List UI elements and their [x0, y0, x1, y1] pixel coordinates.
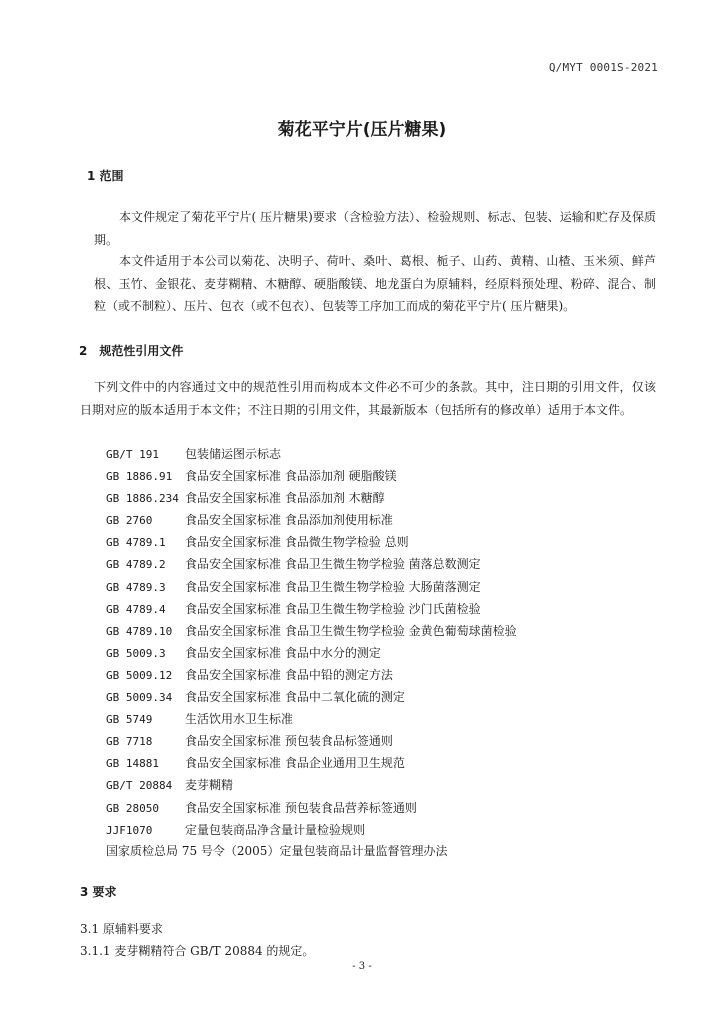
reference-code: JJF1070	[106, 823, 153, 837]
document-code: Q/MYT 0001S-2021	[548, 61, 658, 74]
reference-code: GB 4789.2	[106, 558, 166, 572]
reference-title: 食品安全国家标准 食品企业通用卫生规范	[185, 756, 405, 771]
reference-title: 定量包装商品净含量计量检验规则	[185, 822, 366, 837]
page-number: - 3 -	[352, 961, 372, 972]
reference-item	[106, 819, 517, 841]
reference-code: GB 14881	[106, 757, 159, 771]
reference-item	[106, 487, 517, 509]
reference-title: 食品安全国家标准 食品微生物学检验 总则	[185, 535, 409, 550]
reference-item	[106, 598, 517, 620]
reference-item	[106, 686, 517, 708]
section-1-heading: 1 范围	[87, 169, 124, 183]
reference-item	[106, 774, 517, 796]
reference-item	[106, 642, 517, 664]
reference-code: GB 2760	[106, 514, 153, 528]
reference-list	[106, 443, 517, 841]
reference-code: GB/T 191	[106, 448, 159, 461]
reference-item	[106, 443, 517, 465]
scope-paragraph-2: 本文件适用于本公司以菊花、决明子、荷叶、桑叶、葛根、栀子、山药、黄精、山楂、玉米须、鲜芦根、玉竹、金银花、麦芽糊精、木糖醇、硬脂酸镁、地龙蛋白为原辅料，经原料预处理、粉碎、混合、制粒（或不制粒）、压片、包衣（或不包衣）、包装等工序加工而成的菊花平宁片( 压片糖果)。	[94, 254, 656, 313]
reference-title: 食品安全国家标准 食品卫生微生物学检验 大肠菌落测定	[185, 579, 481, 594]
section-2-heading: 2 规范性引用文件	[79, 344, 184, 358]
reference-code: GB 4789.3	[106, 580, 166, 594]
reference-title: 包装储运图示标志	[185, 447, 282, 461]
reference-item	[106, 730, 517, 752]
reference-code: GB 4789.4	[106, 602, 166, 616]
reference-title: 食品安全国家标准 预包装食品营养标签通则	[185, 800, 417, 815]
reference-code: GB 5009.34	[106, 691, 173, 705]
reference-item	[106, 576, 517, 598]
reference-title: 食品安全国家标准 食品中铅的测定方法	[185, 667, 393, 682]
reference-code: GB/T 20884	[106, 779, 173, 793]
reference-last: 国家质检总局 75 号令（2005）定量包装商品计量监督管理办法	[106, 844, 448, 858]
reference-title: 食品安全国家标准 食品添加剂使用标准	[185, 513, 393, 528]
scope-paragraph-1: 本文件规定了菊花平宁片( 压片糖果)要求（含检验方法）、检验规则、标志、包装、运输和贮存及保质期。	[94, 210, 656, 247]
reference-item	[106, 664, 517, 686]
section-3-heading: 3 要求	[80, 885, 117, 899]
subsection-3-1: 3.1 原辅料要求	[80, 922, 163, 936]
reference-item	[106, 797, 517, 819]
references-intro: 下列文件中的内容通过文中的规范性引用而构成本文件必不可少的条款。其中，注日期的引用文件，仅该日期对应的版本适用于本文件；不注日期的引用文件，其最新版本（包括所有的修改单）适用于本文件。	[80, 380, 656, 417]
reference-item	[106, 553, 517, 575]
reference-title: 食品安全国家标准 食品添加剂 木糖醇	[185, 491, 385, 506]
reference-title: 食品安全国家标准 食品中二氧化硫的测定	[185, 690, 405, 705]
reference-title: 食品安全国家标准 食品中水分的测定	[185, 645, 381, 660]
reference-title: 食品安全国家标准 食品卫生微生物学检验 菌落总数测定	[185, 557, 481, 572]
reference-code: GB 5749	[106, 713, 153, 727]
reference-title: 食品安全国家标准 食品添加剂 硬脂酸镁	[185, 469, 397, 484]
reference-code: GB 1886.234	[106, 492, 179, 506]
reference-item	[106, 620, 517, 642]
subsection-3-1-1: 3.1.1 麦芽糊精符合 GB/T 20884 的规定。	[80, 944, 315, 958]
reference-title: 食品安全国家标准 食品卫生微生物学检验 沙门氏菌检验	[185, 601, 481, 616]
reference-title: 食品安全国家标准 预包装食品标签通则	[185, 734, 393, 749]
reference-title: 麦芽糊精	[185, 778, 234, 793]
reference-item	[106, 752, 517, 774]
reference-code: GB 4789.10	[106, 624, 173, 638]
reference-code: GB 1886.91	[106, 470, 173, 484]
document-title: 菊花平宁片(压片糖果)	[277, 120, 447, 140]
reference-item	[106, 465, 517, 487]
reference-title: 食品安全国家标准 食品卫生微生物学检验 金黄色葡萄球菌检验	[185, 623, 517, 638]
reference-code: GB 5009.3	[106, 646, 166, 660]
reference-title: 生活饮用水卫生标准	[185, 712, 294, 727]
reference-item	[106, 531, 517, 553]
reference-code: GB 4789.1	[106, 536, 166, 550]
reference-code: GB 5009.12	[106, 668, 173, 682]
reference-item	[106, 708, 517, 730]
reference-code: GB 28050	[106, 801, 159, 815]
reference-code: GB 7718	[106, 735, 153, 749]
reference-item	[106, 509, 517, 531]
